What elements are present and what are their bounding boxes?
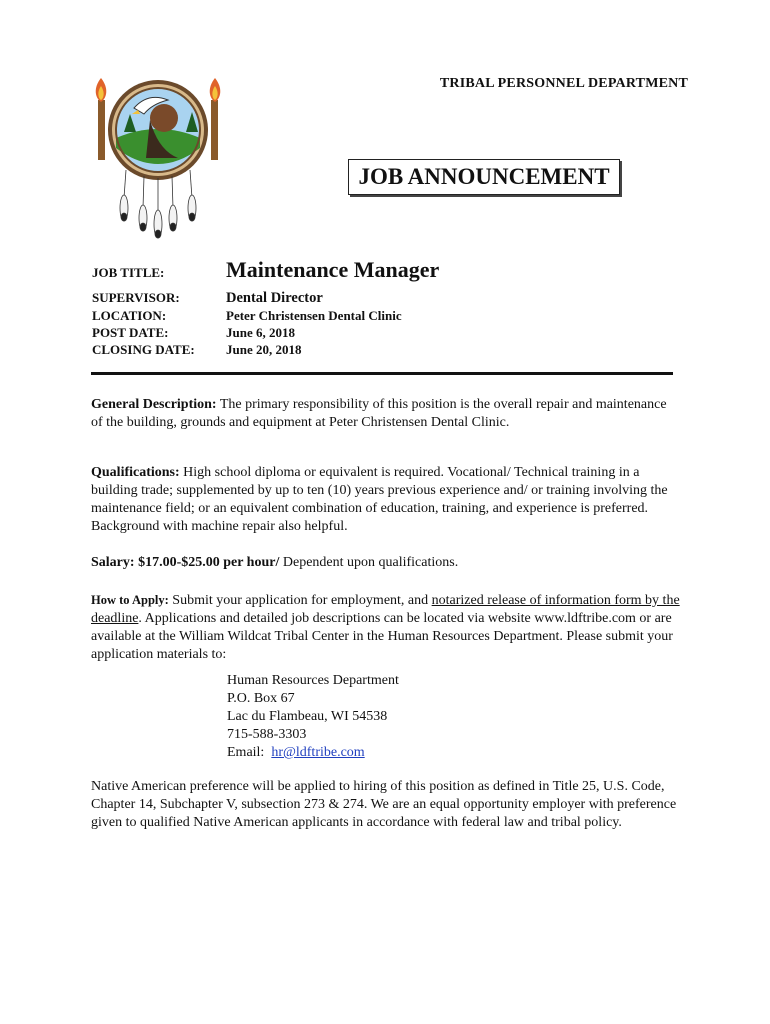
tribal-seal-logo-icon <box>88 70 228 250</box>
closing-date-label: CLOSING DATE: <box>92 342 195 357</box>
general-description-text: The primary responsibility of this position is the overall repair and maintenance of the building, grounds and equipment at Peter Christensen Dental Clinic. <box>91 397 667 430</box>
post-date-row <box>92 324 692 341</box>
post-date-value: June 6, 2018 <box>226 325 295 340</box>
supervisor-row <box>92 289 692 307</box>
closing-date-value: June 20, 2018 <box>226 342 302 357</box>
location-row <box>92 307 692 324</box>
section-divider <box>91 372 673 375</box>
job-info-block <box>92 257 692 358</box>
supervisor-value: Dental Director <box>226 290 323 306</box>
mailing-address <box>227 672 399 762</box>
post-date-label: POST DATE: <box>92 325 169 340</box>
salary-amount: $17.00-$25.00 per hour/ <box>134 555 280 570</box>
right-torch-icon <box>210 78 221 160</box>
salary-text: Dependent upon qualifications. <box>279 555 459 570</box>
native-american-preference <box>91 778 681 832</box>
location-value: Peter Christensen Dental Clinic <box>226 308 402 323</box>
job-title-value: Maintenance Manager <box>226 257 440 282</box>
notarized-release-text: notarized release of information form by the deadline <box>91 593 680 626</box>
address-phone: 715-588-3303 <box>227 727 307 742</box>
qualifications <box>91 464 681 536</box>
general-description-label: General Description: <box>91 397 217 412</box>
email-label: Email: <box>227 745 272 760</box>
salary-label: Salary: <box>91 555 135 570</box>
location-label: LOCATION: <box>92 308 167 323</box>
how-to-apply-text-1: Submit your application for employment, and <box>168 593 432 608</box>
address-line-1: Human Resources Department <box>227 673 399 688</box>
job-title-label: JOB TITLE: <box>92 265 165 280</box>
address-line-3: Lac du Flambeau, WI 54538 <box>227 709 388 724</box>
qualifications-label: Qualifications: <box>91 465 180 480</box>
how-to-apply <box>91 591 681 664</box>
department-header: TRIBAL PERSONNEL DEPARTMENT <box>439 76 688 91</box>
address-line-2: P.O. Box 67 <box>227 691 295 706</box>
announcement-title: JOB ANNOUNCEMENT <box>348 159 620 195</box>
job-title-row <box>92 257 692 283</box>
supervisor-label: SUPERVISOR: <box>92 290 180 305</box>
general-description <box>91 396 681 432</box>
left-torch-icon <box>96 78 107 160</box>
address-email-row <box>227 744 399 762</box>
how-to-apply-text-2: . Applications and detailed job descriptions can be located via website www.ldftribe.com or are available at the William Wildcat Tribal Center in the Human Resources Department. Please submit your application materials to: <box>91 611 673 662</box>
preference-text: Native American preference will be applied to hiring of this position as defined in Title 25, U.S. Code, Chapter 14, Subchapter V, subsection 273 & 274. We are an equal opportunity employer with preference given to qualified Native American applicants in accordance with federal law and tribal policy. <box>91 779 677 830</box>
hanging-feathers-icon <box>120 170 196 238</box>
email-link[interactable]: hr@ldftribe.com <box>271 745 365 760</box>
salary <box>91 554 681 572</box>
closing-date-row <box>92 341 692 358</box>
qualifications-text: High school diploma or equivalent is required. Vocational/ Technical training in a building trade; supplemented by up to ten (10) years previous experience and/ or training involving the maintenance field; or an equivalent combination of education, training, and experience is preferred. Background with machine repair also helpful. <box>91 465 668 534</box>
how-to-apply-label: How to Apply: <box>91 593 169 607</box>
